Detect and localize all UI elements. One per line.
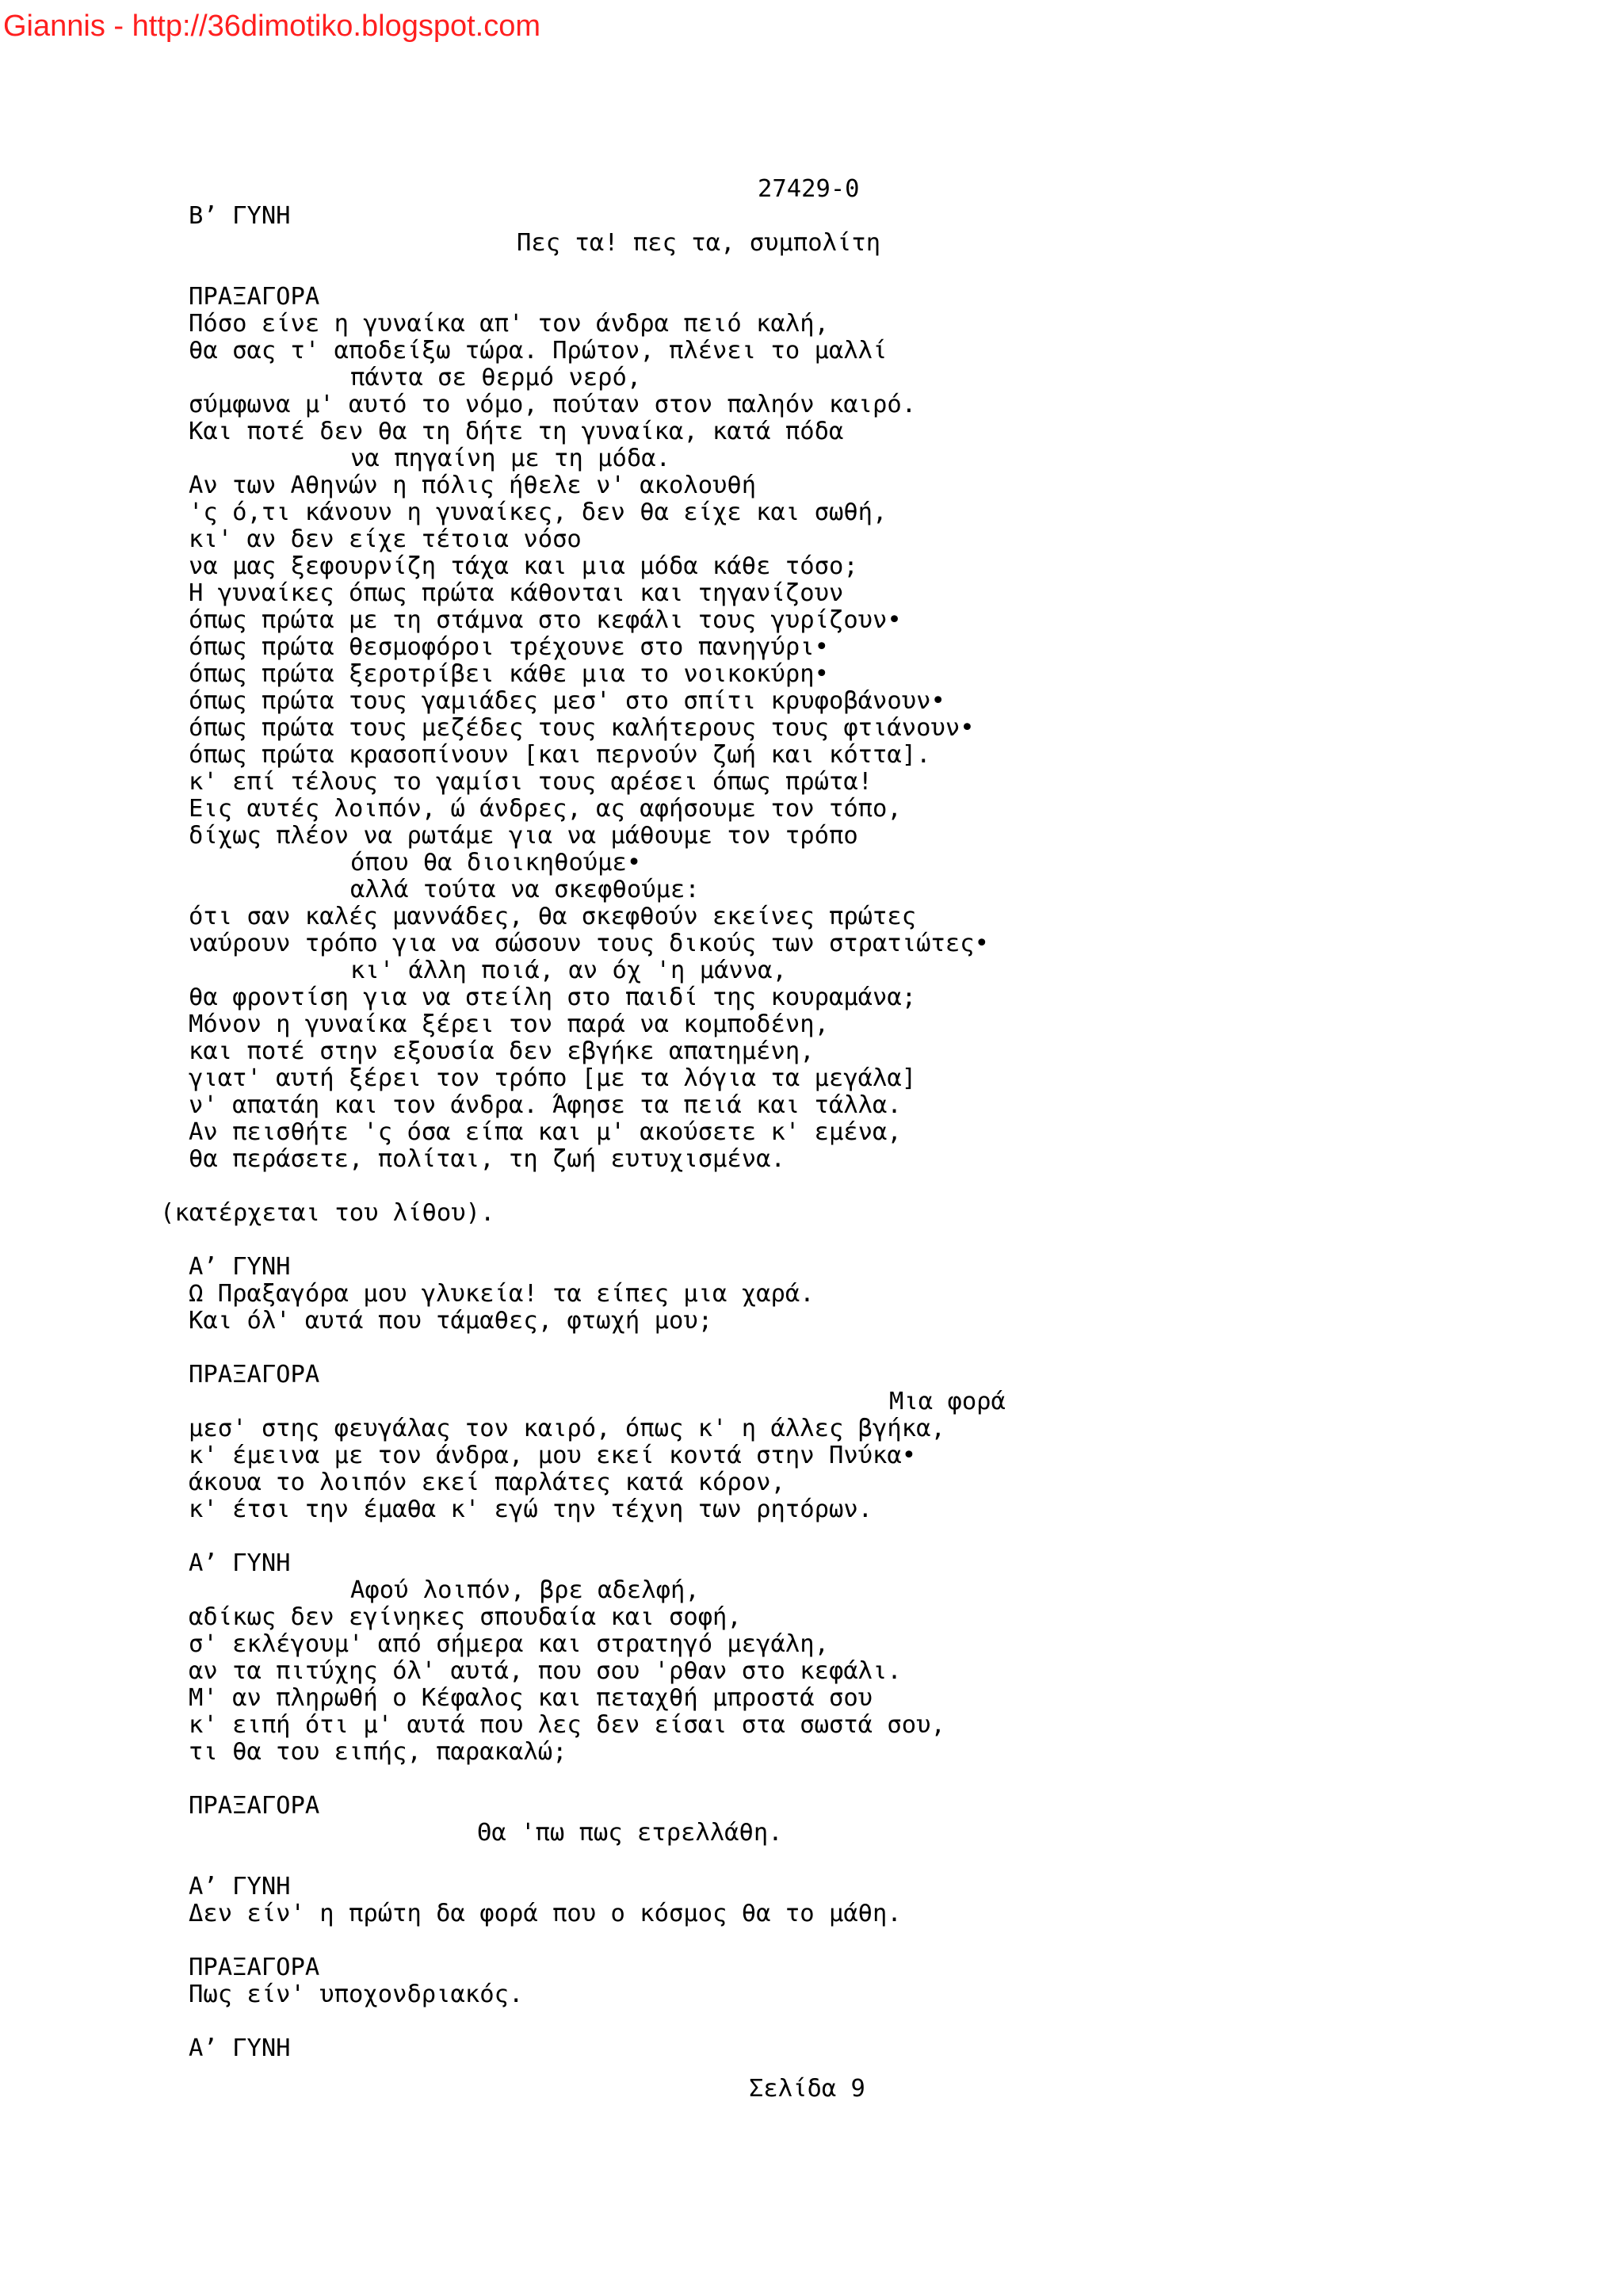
text-line: όπου θα διοικηθούμε• <box>350 849 642 877</box>
text-line: Και όλ' αυτά που τάμαθες, φτωχή μου; <box>189 1307 713 1335</box>
text-line: όπως πρώτα με τη στάμνα στο κεφάλι τους γυρίζουν• <box>189 606 902 634</box>
text-line: ΠΡΑΞΑΓΟΡΑ <box>189 1954 320 1981</box>
text-line: Πες τα! πες τα, συμπολίτη <box>517 229 881 257</box>
document-code: 27429-0 <box>758 175 860 203</box>
blank-line <box>160 2008 1587 2035</box>
text-line: Μ' αν πληρωθή ο Κέφαλος και πεταχθή μπροστά σου <box>189 1684 873 1712</box>
blank-line <box>160 1766 1587 1793</box>
text-line: ΠΡΑΞΑΓΟΡΑ <box>189 1792 320 1820</box>
blank-line <box>160 1523 1587 1550</box>
text-line: γιατ' αυτή ξέρει τον τρόπο [με τα λόγια τα μεγάλα] <box>189 1064 917 1092</box>
text-line: Α’ ΓΥΝΗ <box>189 1873 291 1901</box>
blank-line <box>160 257 1587 284</box>
text-line: μεσ' στης φευγάλας τον καιρό, όπως κ' η άλλες βγήκα, <box>189 1415 945 1442</box>
text-line: σύμφωνα μ' αυτό το νόμο, πούταν στον παληόν καιρό. <box>189 391 917 418</box>
text-line: να μας ξεφουρνίζη τάχα και μια μόδα κάθε τόσο; <box>189 552 858 580</box>
text-line: ΠΡΑΞΑΓΟΡΑ <box>189 283 320 311</box>
text-line: Β’ ΓΥΝΗ <box>189 202 291 230</box>
text-line: Μόνον η γυναίκα ξέρει τον παρά να κομποδένη, <box>189 1010 829 1038</box>
text-line: θα σας τ' αποδείξω τώρα. Πρώτον, πλένει το μαλλί <box>189 337 888 365</box>
text-line: Αν των Αθηνών η πόλις ήθελε ν' ακολουθή <box>189 472 757 499</box>
text-line: αδίκως δεν εγίνηκες σπουδαία και σοφή, <box>189 1603 742 1631</box>
text-line: θα φροντίση για να στείλη στο παιδί της κουραμάνα; <box>189 984 917 1011</box>
text-line: ΠΡΑΞΑΓΟΡΑ <box>189 1361 320 1389</box>
play-text <box>160 203 1587 2062</box>
text-line: αλλά τούτα να σκεφθούμε: <box>350 876 700 904</box>
text-line: Α’ ΓΥΝΗ <box>189 2034 291 2062</box>
blank-line <box>160 1847 1587 1874</box>
text-line: Αν πεισθήτε 'ς όσα είπα και μ' ακούσετε κ' εμένα, <box>189 1118 902 1146</box>
text-line: 'ς ό,τι κάνουν η γυναίκες, δεν θα είχε και σωθή, <box>189 499 888 526</box>
text-line: όπως πρώτα ξεροτρίβει κάθε μια το νοικοκύρη• <box>189 660 829 688</box>
text-line: όπως πρώτα θεσμοφόροι τρέχουνε στο πανηγύρι• <box>189 633 829 661</box>
blank-line <box>160 1335 1587 1362</box>
text-line: όπως πρώτα τους γαμιάδες μεσ' στο σπίτι κρυφοβάνουν• <box>189 687 945 715</box>
blank-line <box>160 1227 1587 1254</box>
text-line: Αφού λοιπόν, βρε αδελφή, <box>350 1576 700 1604</box>
text-line: κι' αν δεν είχε τέτοια νόσο <box>189 525 582 553</box>
text-line: Μια φορά <box>889 1388 1006 1415</box>
text-line: όπως πρώτα κρασοπίνουν [και περνούν ζωή και κόττα]. <box>189 741 931 769</box>
text-line: Θα 'πω πως ετρελλάθη. <box>477 1819 783 1847</box>
text-line: Α’ ΓΥΝΗ <box>189 1549 291 1577</box>
text-line: θα περάσετε, πολίται, τη ζωή ευτυχισμένα. <box>189 1145 785 1173</box>
text-line: ότι σαν καλές μαννάδες, θα σκεφθούν εκείνες πρώτες <box>189 903 917 930</box>
document-page <box>160 176 1587 2062</box>
text-line: και ποτέ στην εξουσία δεν εβγήκε απατημένη, <box>189 1037 815 1065</box>
text-line: Πως είν' υποχονδριακός. <box>189 1981 524 2008</box>
text-line: Δεν είν' η πρώτη δα φορά που ο κόσμος θα το μάθη. <box>189 1900 902 1927</box>
text-line: πάντα σε θερμό νερό, <box>350 364 642 392</box>
text-line: κ' έτσι την έμαθα κ' εγώ την τέχνη των ρητόρων. <box>189 1496 873 1523</box>
text-line: Ω Πραξαγόρα μου γλυκεία! τα είπες μια χαρά. <box>189 1280 815 1308</box>
text-line: ν' απατάη και τον άνδρα. Άφησε τα πειά και τάλλα. <box>189 1091 902 1119</box>
blank-line <box>160 1927 1587 1954</box>
text-line: όπως πρώτα τους μεζέδες τους καλήτερους τους φτιάνουν• <box>189 714 975 742</box>
text-line: αν τα πιτύχης όλ' αυτά, που σου 'ρθαν στο κεφάλι. <box>189 1657 902 1685</box>
text-line: κ' επί τέλους το γαμίσι τους αρέσει όπως πρώτα! <box>189 768 873 796</box>
text-line: Και ποτέ δεν θα τη δήτε τη γυναίκα, κατά πόδα <box>189 418 844 445</box>
blog-watermark: Giannis - http://36dimotiko.blogspot.com <box>3 10 541 43</box>
text-line: τι θα του ειπής, παρακαλώ; <box>189 1738 567 1766</box>
text-line: κ' ειπή ότι μ' αυτά που λες δεν είσαι στα σωστά σου, <box>189 1711 945 1739</box>
text-line: άκουα το λοιπόν εκεί παρλάτες κατά κόρον, <box>189 1469 785 1496</box>
text-line: δίχως πλέον να ρωτάμε για να μάθουμε τον τρόπο <box>189 822 858 850</box>
blank-line <box>160 1173 1587 1200</box>
text-line: κ' έμεινα με τον άνδρα, μου εκεί κοντά στην Πνύκα• <box>189 1442 917 1469</box>
text-line: Εις αυτές λοιπόν, ώ άνδρες, ας αφήσουμε τον τόπο, <box>189 795 902 823</box>
text-line: (κατέρχεται του λίθου). <box>160 1199 495 1227</box>
text-line: να πηγαίνη με τη μόδα. <box>350 445 670 472</box>
text-line: ναύρουν τρόπο για να σώσουν τους δικούς των στρατιώτες• <box>189 930 989 957</box>
text-line: Η γυναίκες όπως πρώτα κάθονται και τηγανίζουν <box>189 579 844 607</box>
text-line: σ' εκλέγουμ' από σήμερα και στρατηγό μεγάλη, <box>189 1630 829 1658</box>
text-line: Α’ ΓΥΝΗ <box>189 1253 291 1281</box>
text-line: κι' άλλη ποιά, αν όχ 'η μάννα, <box>350 957 787 984</box>
page-number: Σελίδα 9 <box>749 2075 865 2103</box>
text-line: Πόσο είνε η γυναίκα απ' τον άνδρα πειό καλή, <box>189 310 829 338</box>
